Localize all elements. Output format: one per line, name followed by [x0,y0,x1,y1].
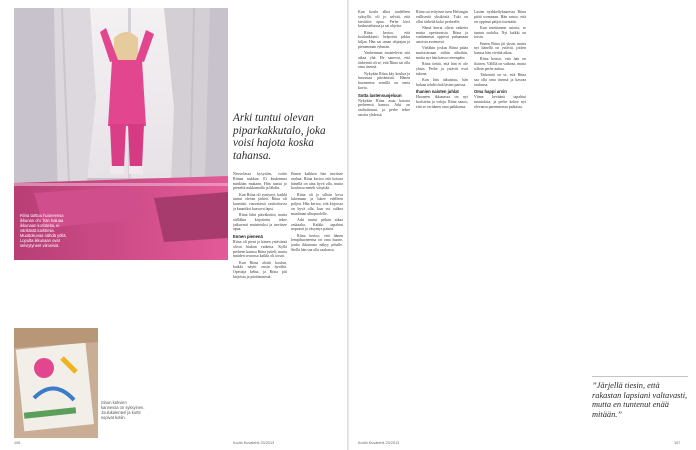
magazine-issue-right: Kodin Kuvalehti 23/2013 [358,441,400,445]
drawing-book-illustration [14,328,98,438]
page-number-left: 106 [14,441,21,445]
paragraph: Riina tietää, että hän ei ole yksin. Perhe ja ystävät ovat tukena. [416,62,468,76]
paragraph: Riina kertoo, että koulunkäynti helpottui pikku hiljaa. Hän sai oman ohjaajan ja pienemmän ryhmän. [358,30,410,49]
paragraph: Ennen Riina jäi yksin, mutta nyt hänellä on ystäviä, joiden kanssa hän viettää aikaa. [474,41,526,55]
paragraph: Kun miettimme asioita, se tuntuu oudolta. Nyt kaikki on toisin. [474,25,526,40]
paragraph: Riina sai erityisen tuen Helsingin erillisestä yksiköstä. Tuki on ollut tärkeää koko perheelle. [416,10,468,24]
paragraph: Riina lähti päiväkotiin, mutta sielläkin kirjoitettu tekee jatkuvasti muistetuksi ja tarvitsee apua. [233,213,287,232]
paragraph: Riina oli pieni ja hänen ystävänsä olivat hiukan vaikeita. Kyllä perheen kanssa Riina jutteli, mutta muiden seurassa kaikki oli toisin. [233,240,287,259]
paragraph: Vanhemmat muistelevat sitä aikaa yhä. He sanovat, että tärkeintä oli se, että Riina sai olla oma itsensä. [358,51,410,70]
paragraph: Nykyään Riina asuu kotona perheensä kanssa. Arki on rauhoittunut, ja perhe tekee asioita yhdessä. [358,98,410,117]
paragraph: Kun koulu alkoi uudelleen syksyllä, oli jo selvää, että tarvittiin apua. Perhe kävi keskusteluissa ja sai ohjeita. [358,10,410,29]
paragraph: Viime keväänä tapahtui muutoksia, ja perhe kokee nyt olevansa paremmassa paikassa. [474,95,526,109]
text-column-a [233,172,287,438]
text-column-b [291,172,343,438]
paragraph: Kun Riina oli syntynyt, kaikki tuntui olevan järkeä. Riina oli kauniisti vauvaiässä rauhoittuvia ja kauniiksi kasvava lapsi. [233,192,287,211]
paragraph: Nämä kerrat olivat vaikeita mutta opettavaisia. Riina ja vanhemmat oppivat puhumaan asioista avoimesti. [416,25,468,44]
pull-quote: ”Järjellä tiesin, että rakastan lapsiani valtavasti, mutta en tuntenut enää mitään.” [592,381,688,419]
page-gutter [347,0,349,450]
paragraph: Vieläkin joskus Riina palaa muistoissaan niihin aikoihin, mutta nyt hän katsoo eteenpäin. [416,46,468,60]
text-column-d [416,10,468,438]
small-photo-caption: Sinun kahvien kannessa on syksyinen. Joulukalenteri ja kortit sopivat kotiin. [101,400,145,420]
paragraph: Arki tuntui pitkän aikaa raskaalta. Kaikki tapahtui nopeasti ja väsymys painoi. [291,217,343,232]
pull-quote-rule [592,376,688,377]
paragraph: Kun Riina aloitti koulun, kaikki näytti ensin hyvältä. Opettaja kehui, ja Riina piti kirjoista ja piirtämisestä. [233,260,287,279]
paragraph: Nykyään Riina käy koulua ja harrastaa piirtämistä. Hänen huoneensa seinillä on omia kuvia. [358,71,410,90]
paragraph: Tärkeintä on se, että Riina saa olla oma itsensä ja kasvaa rauhassa. [474,73,526,87]
text-column-c [358,10,410,438]
paragraph: Lasten nyrkkeilykaaressa Riina pitää sormeaan. Hän sanoo, että on oppinut paljon itsestään. [474,10,526,24]
section-subhead: Sotta lastensuojeluun [358,92,402,98]
article-lead: Arki tuntui olevan piparkakkutalo, joka voisi hajota koska tahansa. [233,112,326,162]
section-subhead: Ihanien naisten juhlat [416,89,459,95]
paragraph: Riina kertoo, että hän on iloinen. Välillä on vaikeaa, mutta silloin perhe auttaa. [474,57,526,71]
magazine-issue-left: Kodin Kuvalehti 23/2013 [233,441,275,445]
paragraph: Huoneen ikkunassa on nyt koristeita ja valoja. Riina sanoo, että se on hänen oma paikkansa. [416,95,468,109]
paragraph: Riina oli jo silloin kova lukemaan ja lukee edelleen paljon. Hän kertoo, että kirjoissa on hyvä olla, kun voi sulkea maailman ulkopuolelle. [291,192,343,216]
section-subhead: Oma happi arvin [474,89,507,95]
paragraph: Neuvolassa kysyttiin, voitte Riinaa nukkua. Ei kuulemma minkään mukaan. Hän tuntui jo pieneltä nukkumalla ja lähdin. [233,172,287,191]
paragraph: Riina kertoo, että hänen lempihuoneensa on oma huone, jonka ikkunasta näkyy pihalle. Siellä hän saa olla rauhassa. [291,233,343,252]
paragraph: Ennen kaikkea hän tarvitsee rauhaa. Riina kertoo että kotona hänellä on aina hyvä olla, mutta koulussa meteli väsyttää. [291,172,343,191]
section-subhead: Ennen pienenä [233,234,263,239]
main-photo-caption: Riina tarttuu huoneensa ikkunan ohi: hän haluaa ikkunaan koristeita, ei värikästä kaihtimia. Muuttokuvaa nähdä yöllä. Lopulta ikkunaan ovat selviytyneet viimeisiä. [20,213,67,248]
paragraph: Kun hän aikuistuu, hän haluaa tehdä töitä lasten parissa. [416,77,468,87]
text-column-e [474,10,526,438]
page-number-right: 107 [674,441,681,445]
small-photo [14,328,98,438]
